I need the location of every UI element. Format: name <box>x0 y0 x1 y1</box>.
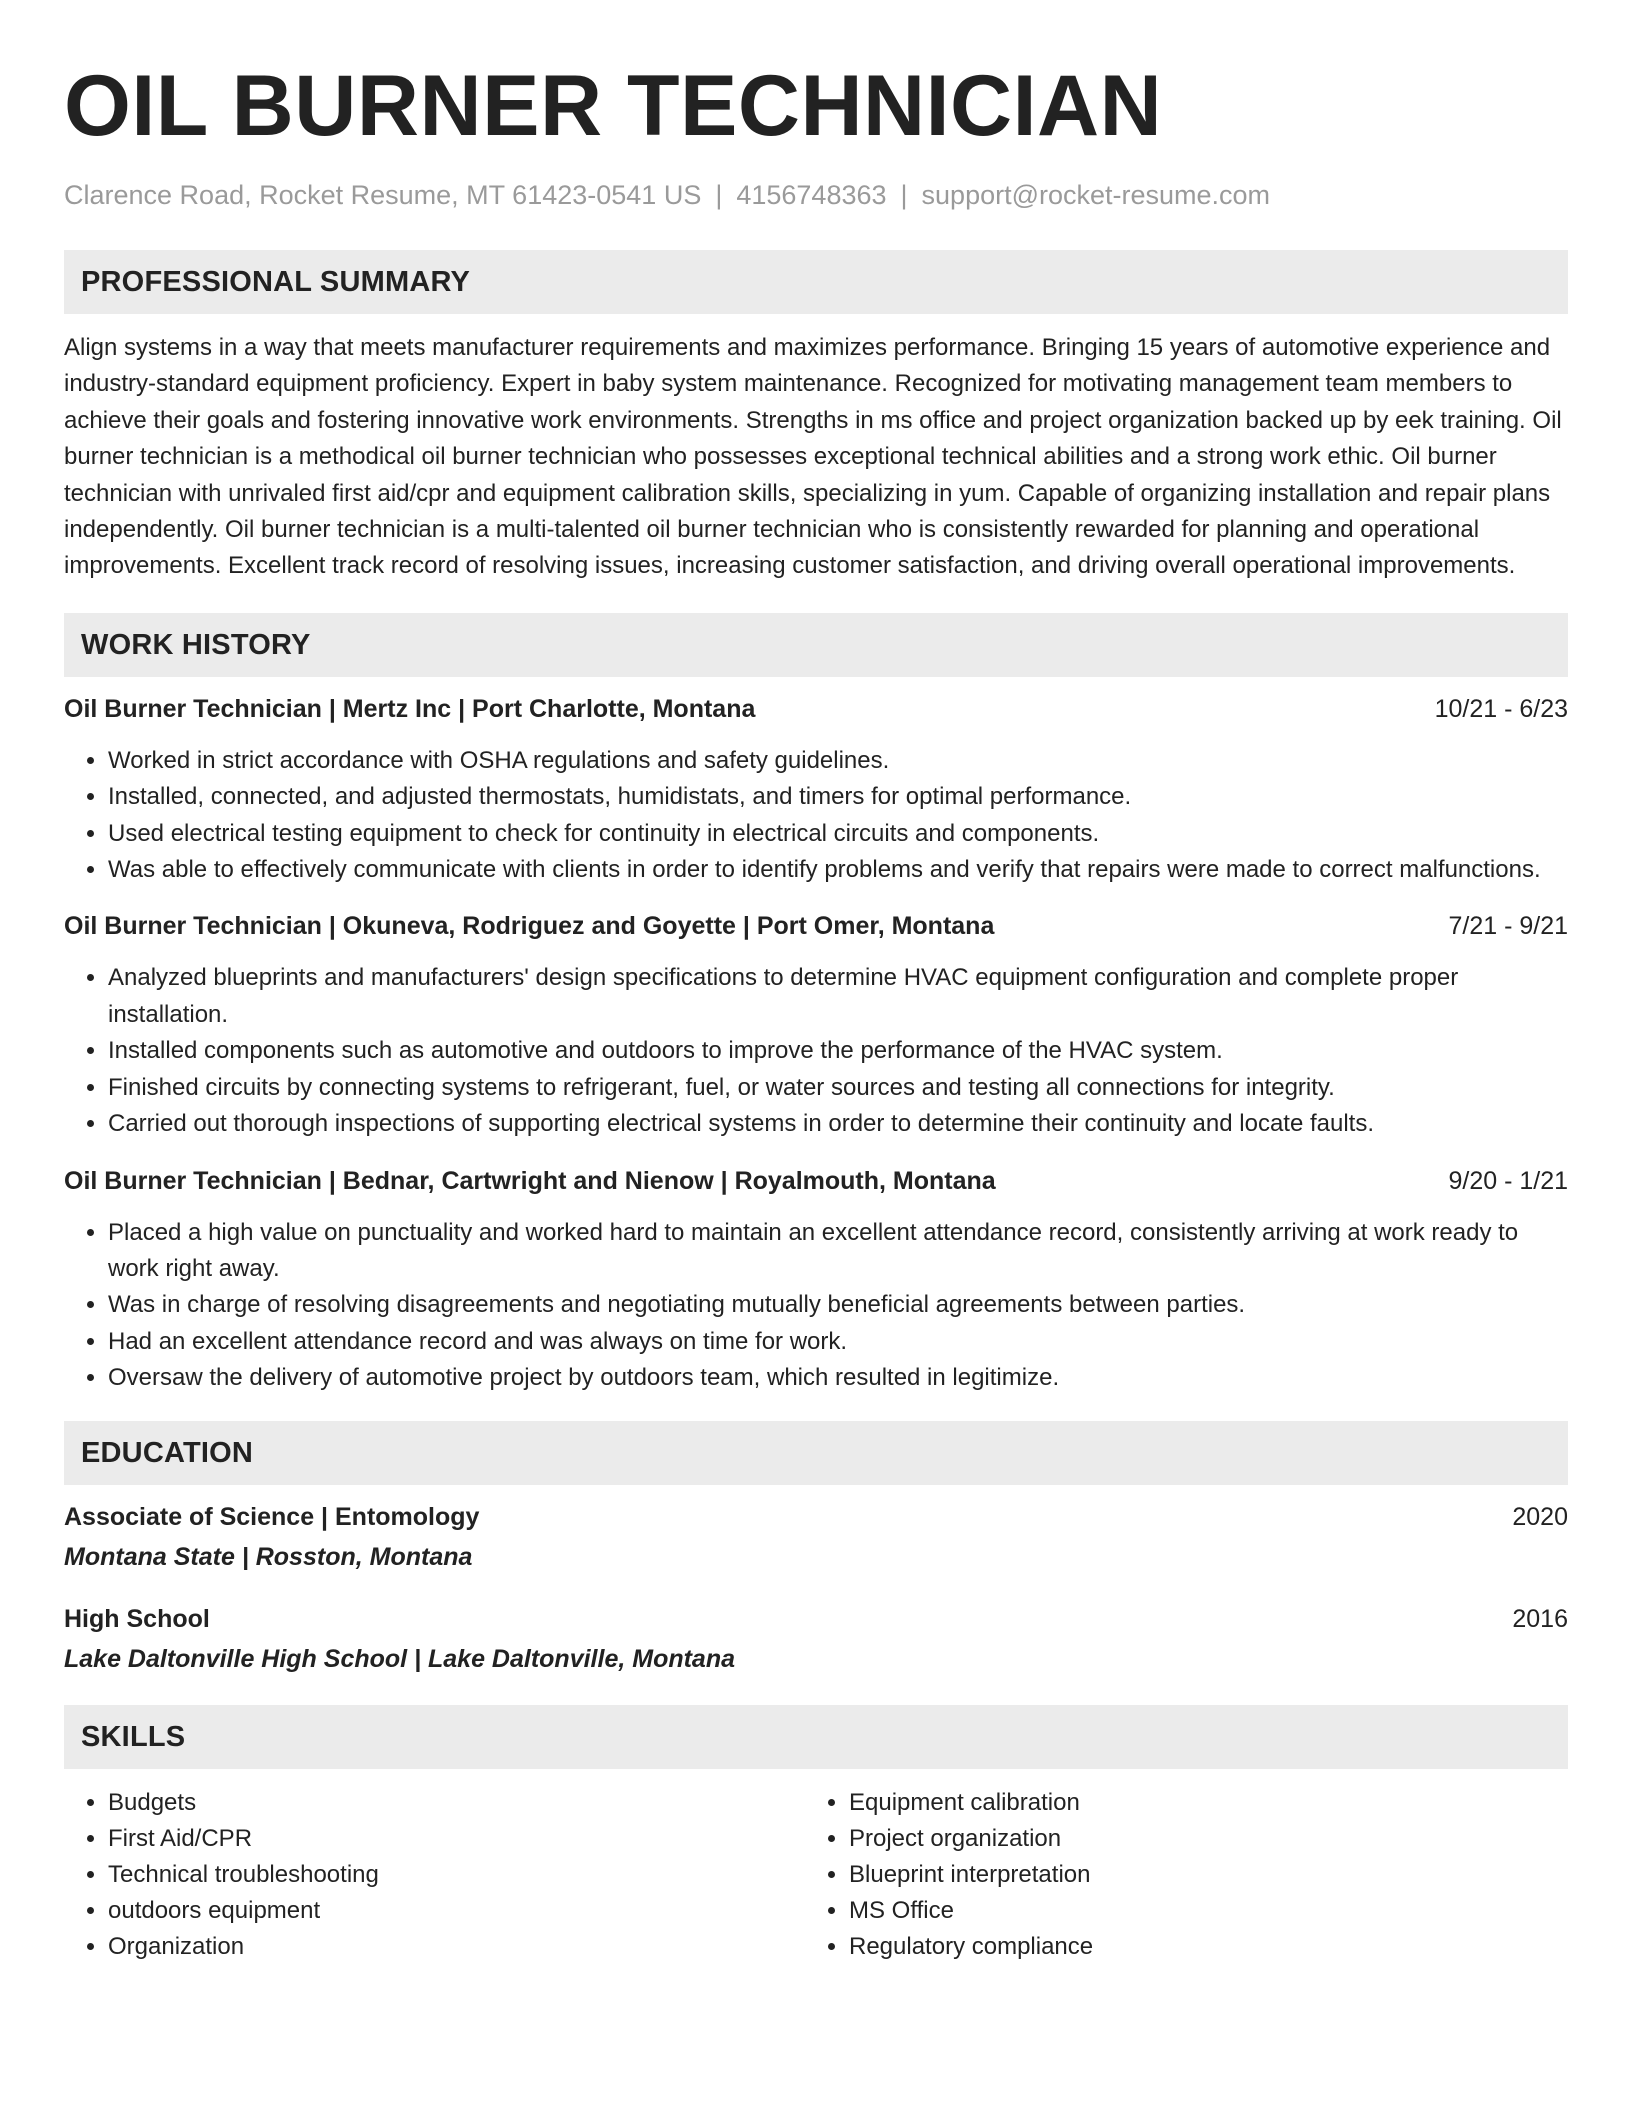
contact-separator: | <box>715 180 723 210</box>
skills-column-left <box>64 1785 805 1965</box>
skill-item: • Budgets <box>108 1785 805 1821</box>
education-header <box>64 1603 1568 1635</box>
skill-item: • Equipment calibration <box>849 1785 1546 1821</box>
summary-text: Align systems in a way that meets manufacturer requirements and maximizes performance. Bringing 15 years of automotive experience and industry-standard equipment proficiency. Expert in baby system maintenance. Recognized for motivating management team members to achieve their goals and fostering innovative work environments. Strengths in ms office and project organization backed up by eek training. Oil burner technician is a methodical oil burner technician who possesses exceptional technical abilities and a strong work ethic. Oil burner technician with unrivaled first aid/cpr and equipment calibration skills, specializing in yum. Capable of organizing installation and repair plans independently. Oil burner technician is a multi-talented oil burner technician who is consistently rewarded for planning and operational improvements. Excellent track record of resolving issues, increasing customer satisfaction, and driving overall operational improvements. <box>64 334 1562 580</box>
education-header <box>64 1501 1568 1533</box>
list-item: • Installed components such as automotive and outdoors to improve the performance of the HVAC system. <box>108 1033 1568 1069</box>
job-dates: 10/21 - 6/23 <box>1434 694 1568 723</box>
degree-text: High School <box>64 1604 210 1633</box>
school-text: Lake Daltonville High School | Lake Daltonville, Montana <box>64 1644 736 1673</box>
contact-line <box>64 178 1568 212</box>
job-bullets <box>64 1215 1568 1397</box>
phone-text: 4156748363 <box>736 180 887 210</box>
resume-page <box>64 56 1568 1965</box>
list-item: • Was in charge of resolving disagreements and negotiating mutually beneficial agreements between parties. <box>108 1287 1568 1323</box>
job-header <box>64 693 1568 725</box>
list-item: • Finished circuits by connecting systems to refrigerant, fuel, or water sources and testing all connections for integrity. <box>108 1070 1568 1106</box>
skill-item: • Regulatory compliance <box>849 1929 1546 1965</box>
job-bullets <box>64 743 1568 889</box>
list-item: • Used electrical testing equipment to check for continuity in electrical circuits and components. <box>108 816 1568 852</box>
job-bullets <box>64 960 1568 1142</box>
education-heading: EDUCATION <box>64 1421 1568 1485</box>
skills-column-right <box>805 1785 1546 1965</box>
job-header <box>64 1165 1568 1197</box>
job-entry <box>64 1165 1568 1397</box>
work-history-heading: WORK HISTORY <box>64 613 1568 677</box>
skills-heading: SKILLS <box>64 1705 1568 1769</box>
list-item: • Had an excellent attendance record and was always on time for work. <box>108 1324 1568 1360</box>
list-item: • Oversaw the delivery of automotive project by outdoors team, which resulted in legitimize. <box>108 1360 1568 1396</box>
email-text: support@rocket-resume.com <box>921 180 1271 210</box>
job-entry <box>64 693 1568 889</box>
list-item: • Placed a high value on punctuality and worked hard to maintain an excellent attendance record, consistently arriving at work ready to work right away. <box>108 1215 1568 1288</box>
skill-item: • First Aid/CPR <box>108 1821 805 1857</box>
job-dates: 7/21 - 9/21 <box>1448 912 1568 941</box>
job-dates: 9/20 - 1/21 <box>1448 1166 1568 1195</box>
job-title: Oil Burner Technician | Mertz Inc | Port Charlotte, Montana <box>64 694 756 723</box>
job-header <box>64 910 1568 942</box>
list-item: • Carried out thorough inspections of supporting electrical systems in order to determine their continuity and locate faults. <box>108 1106 1568 1142</box>
job-title: Oil Burner Technician | Bednar, Cartwright and Nienow | Royalmouth, Montana <box>64 1166 996 1195</box>
summary-heading: PROFESSIONAL SUMMARY <box>64 250 1568 314</box>
contact-separator: | <box>900 180 908 210</box>
page-title: OIL BURNER TECHNICIAN <box>64 58 1163 154</box>
degree-text: Associate of Science | Entomology <box>64 1502 480 1531</box>
skills-list <box>64 1785 1568 1965</box>
graduation-year: 2016 <box>1512 1604 1568 1633</box>
job-title: Oil Burner Technician | Okuneva, Rodriguez and Goyette | Port Omer, Montana <box>64 912 995 941</box>
skill-item: • MS Office <box>849 1893 1546 1929</box>
job-entry <box>64 910 1568 1142</box>
graduation-year: 2020 <box>1512 1502 1568 1531</box>
skill-item: • Blueprint interpretation <box>849 1857 1546 1893</box>
address-text: Clarence Road, Rocket Resume, MT 61423-0541 US <box>64 180 702 210</box>
list-item: • Analyzed blueprints and manufacturers' design specifications to determine HVAC equipment configuration and complete proper installation. <box>108 960 1568 1033</box>
skill-item: • Organization <box>108 1929 805 1965</box>
skill-item: • Technical troubleshooting <box>108 1857 805 1893</box>
list-item: • Installed, connected, and adjusted thermostats, humidistats, and timers for optimal performance. <box>108 779 1568 815</box>
list-item: • Was able to effectively communicate with clients in order to identify problems and verify that repairs were made to correct malfunctions. <box>108 852 1568 888</box>
school-text: Montana State | Rosston, Montana <box>64 1542 473 1571</box>
education-entry <box>64 1501 1568 1573</box>
list-item: • Worked in strict accordance with OSHA regulations and safety guidelines. <box>108 743 1568 779</box>
skill-item: • Project organization <box>849 1821 1546 1857</box>
education-entry <box>64 1603 1568 1675</box>
skill-item: • outdoors equipment <box>108 1893 805 1929</box>
